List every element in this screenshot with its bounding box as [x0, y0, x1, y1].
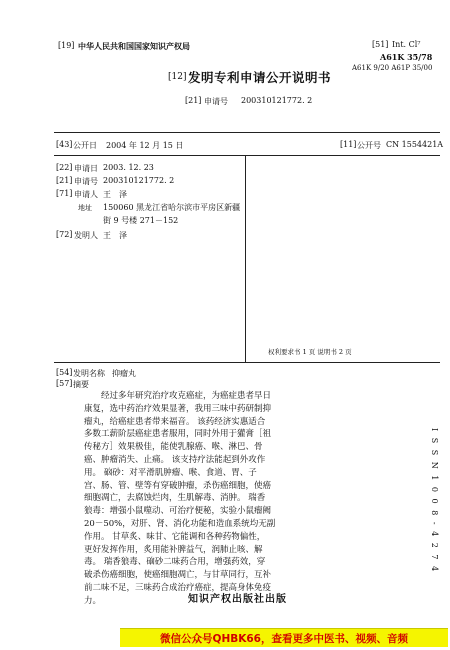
biblio-value: 200310121772. 2 — [103, 176, 175, 185]
biblio-label: 申请人 — [74, 190, 98, 199]
abstract-line: 前二味不足，三味药合成治疗癌症，提高身体免疫 — [84, 582, 272, 593]
abstract-line: 宫、肠、管、壁等有穿破肿瘤，杀伤癌细胞，使癌 — [84, 480, 272, 491]
top-rule — [54, 132, 440, 133]
app-no-value: 200310121772. 2 — [241, 96, 313, 105]
abstract-line: 传秘方］效果极佳，能使乳腺癌、喉、淋巴、骨 — [84, 442, 263, 453]
mid-rule — [54, 362, 440, 363]
abstract-line: 癌、肿瘤消失、止痛。 该支持疗法能起到外攻作 — [84, 454, 266, 465]
app-no-label: 申请号 — [204, 97, 228, 106]
pub-no-value: CN 1554421A — [386, 140, 444, 149]
abstract-code: [57] — [56, 379, 73, 388]
abstract-label: 摘要 — [73, 380, 89, 389]
biblio-value: 王 泽 — [103, 190, 127, 199]
biblio-code: [21] — [56, 176, 73, 185]
biblio-label: 地址 — [78, 204, 92, 212]
abstract-line: 作用。 甘草炙、味甘、它能调和各种药物偏性， — [84, 531, 266, 542]
abstract-line: 更好发挥作用，炙用能补脾益气，润肺止咳、解 — [84, 544, 263, 555]
abstract-line: 狼毒：增强小鼠噬动、可治疗便秘，实验小鼠瘤阙 — [84, 506, 272, 517]
abstract-line: 康复，选中药治疗效果显著，我用三味中药研制抑 — [84, 403, 272, 414]
pub-date-label: 公开日 — [73, 141, 97, 150]
footer-text: 微信公众号QHBK66，查看更多中医书、视频、音频 — [160, 633, 408, 645]
abstract-line: 用。 硇砂：对平滑肌肿瘤、喉、食道、胃、子 — [84, 467, 257, 478]
int-cl-main: A61K 35/78 — [380, 52, 433, 62]
issn-vertical: I S S N 1 0 0 8 - 4 2 7 4 — [430, 428, 439, 574]
abstract-line: 破杀伤癌细胞，使癌细胞凋亡，与甘草同行，互补 — [84, 570, 272, 581]
biblio-value: 150060 黑龙江省哈尔滨市平房区新疆 — [103, 203, 241, 212]
int-cl-code: [51] — [372, 40, 389, 49]
title-code: [54] — [56, 368, 73, 377]
pub-row-rule — [54, 155, 440, 156]
biblio-label: 申请日 — [74, 164, 98, 173]
pub-no-code: [11] — [340, 140, 357, 149]
office-code: [19] — [58, 41, 75, 50]
publisher: 知识产权出版社出版 — [188, 594, 287, 605]
claims-info: 权利要求书 1 页 说明书 2 页 — [268, 348, 352, 356]
int-cl-label: Int. Cl⁷ — [392, 40, 421, 49]
doc-type-code: [12] — [168, 72, 187, 82]
office-name: 中华人民共和国国家知识产权局 — [78, 41, 190, 51]
abstract-line: 毒。 瑞香狼毒、硇砂二味药合用，增强药效，穿 — [84, 557, 266, 568]
biblio-code: [72] — [56, 230, 73, 239]
footer-banner — [120, 628, 448, 647]
title-label: 发明名称 — [73, 369, 105, 378]
biblio-code: [71] — [56, 189, 73, 198]
pub-date-value: 2004 年 12 月 15 日 — [106, 141, 184, 150]
invention-title: 抑瘤丸 — [112, 369, 136, 378]
abstract-line: 多数工薪阶层癌症患者服用，同时外用于獾膏［祖 — [84, 429, 272, 440]
abstract-line: 经过多年研究治疗攻克癌症，为癌症患者早日 — [84, 391, 272, 401]
biblio-code: [22] — [56, 163, 73, 172]
int-cl-sub: A61K 9/20 A61P 35/00 — [352, 64, 433, 72]
abstract-line: 瘤丸，给癌症患者带来福音。 该药经济实惠适合 — [84, 416, 266, 427]
abstract-body — [84, 390, 406, 608]
pub-date-code: [43] — [56, 140, 73, 149]
biblio-value: 2003. 12. 23 — [103, 163, 154, 172]
abstract-line: 力。 — [84, 595, 102, 606]
biblio-label: 申请号 — [74, 177, 98, 186]
abstract-line: 20－50%，对肝、肾、消化功能和造血系统均无副 — [84, 518, 276, 529]
biblio-label: 发明人 — [74, 231, 98, 240]
column-divider — [245, 155, 246, 362]
abstract-line: 细胞凋亡，去腐蚀烂肉，生肌解毒、消肿。 瑞香 — [84, 493, 266, 504]
doc-type-title: 发明专利申请公开说明书 — [188, 70, 332, 85]
biblio-value: 街 9 号楼 271－152 — [103, 216, 179, 225]
biblio-value: 王 泽 — [103, 231, 127, 240]
app-no-code: [21] — [185, 96, 202, 105]
pub-no-label: 公开号 — [357, 141, 381, 150]
